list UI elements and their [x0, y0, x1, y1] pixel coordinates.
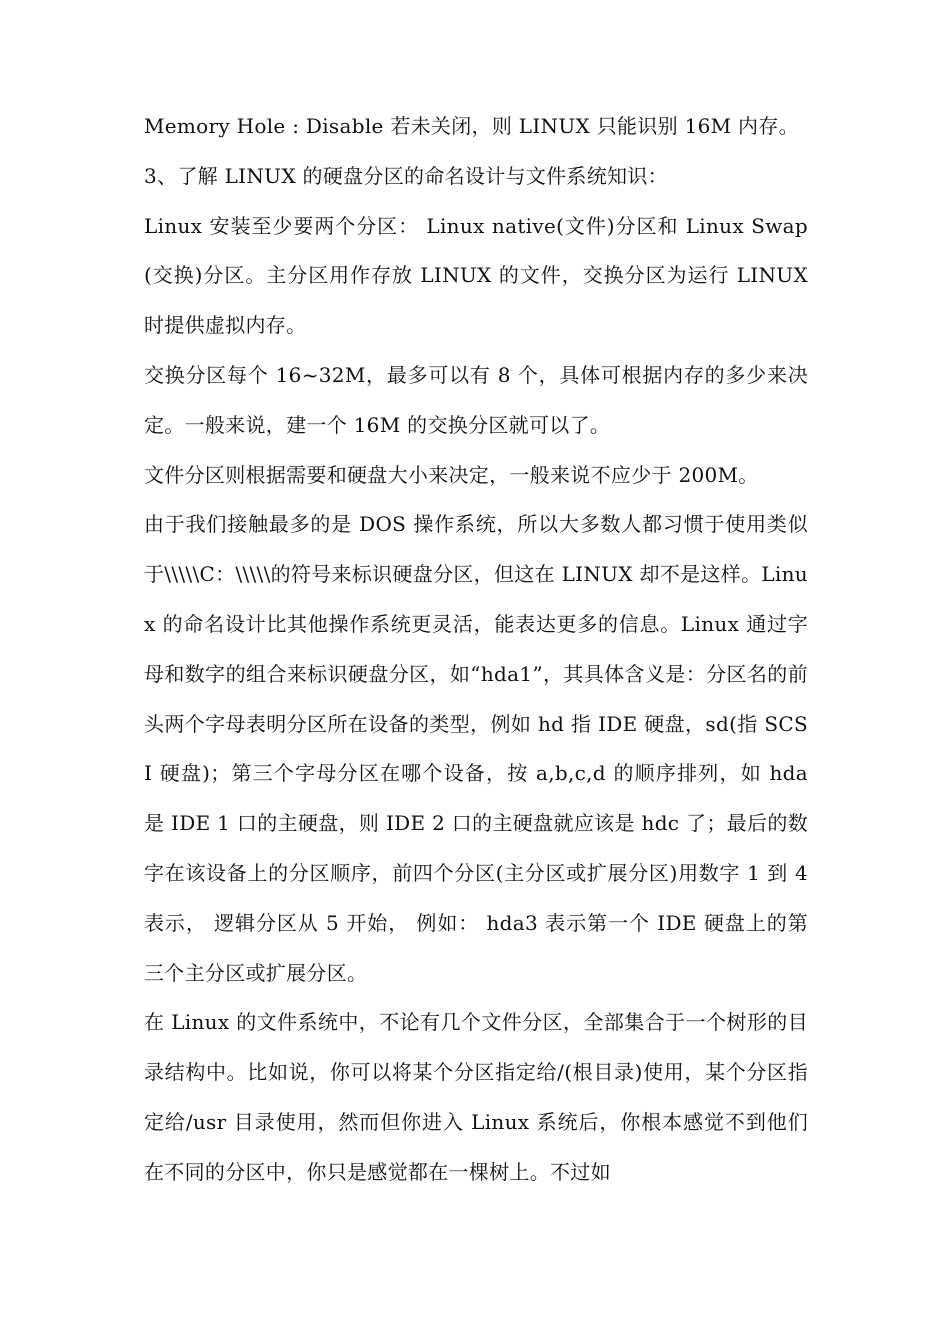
- paragraph-memory-hole: Memory Hole : Disable 若未关闭，则 LINUX 只能识别 16M 内存。: [144, 114, 799, 138]
- paragraph-file-partition-size: 文件分区则根据需要和硬盘大小来决定，一般来说不应少于 200M。: [144, 462, 759, 487]
- document-body: [144, 102, 808, 1198]
- paragraph-section-heading: 3、了解 LINUX 的硬盘分区的命名设计与文件系统知识：: [144, 163, 668, 188]
- paragraph-naming-scheme: 由于我们接触最多的是 DOS 操作系统，所以大多数人都习惯于使用类似于\\\\\C：\\\\\的符号来标识硬盘分区，但这在 LINUX 却不是这样。Linux 的命名设计比其他操作系统更灵活，能表达更多的信息。Linux 通过字母和数字的组合来标识硬盘分区，如“hda1”，其具体含义是：分区名的前头两个字母表明分区所在设备的类型，例如 hd 指 IDE 硬盘，sd(指 SCSI 硬盘)；第三个字母分区在哪个设备，按 a,b,c,d 的顺序排列，如 hda 是 IDE 1 口的主硬盘，则 IDE 2 口的主硬盘就应该是 hdc 了；最后的数字在该设备上的分区顺序，前四个分区(主分区或扩展分区)用数字 1 到 4 表示， 逻辑分区从 5 开始， 例如： hda3 表示第一个 IDE 硬盘上的第三个主分区或扩展分区。: [144, 512, 808, 985]
- paragraph-partitions-required: Linux 安装至少要两个分区： Linux native(文件)分区和 Linux Swap(交换)分区。主分区用作存放 LINUX 的文件，交换分区为运行 LINUX 时提供虚拟内存。: [144, 213, 808, 338]
- paragraph-file-system-tree: 在 Linux 的文件系统中，不论有几个文件分区，全部集合于一个树形的目录结构中。比如说，你可以将某个分区指定给/(根目录)使用，某个分区指定给/usr 目录使用，然而但你进入 Linux 系统后，你根本感觉不到他们在不同的分区中，你只是感觉都在一棵树上。不过如: [144, 1010, 808, 1184]
- paragraph-swap-size: 交换分区每个 16~32M，最多可以有 8 个，具体可根据内存的多少来决定。一般来说，建一个 16M 的交换分区就可以了。: [144, 362, 808, 437]
